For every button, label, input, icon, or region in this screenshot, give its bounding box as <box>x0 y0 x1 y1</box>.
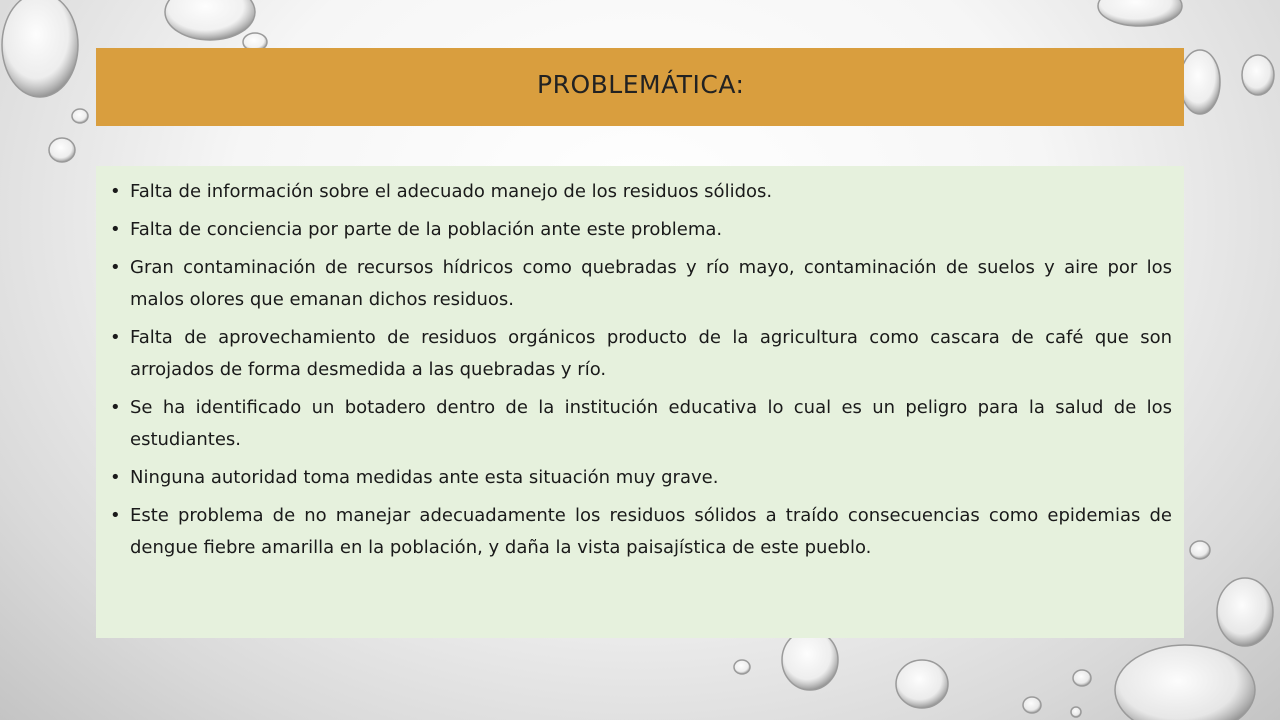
bullet-dot-icon: • <box>110 181 121 202</box>
bullet-text: Este problema de no manejar adecuadamente los residuos sólidos a traído consecuencias como epidemias de dengue fiebre amarilla en la población, y daña la vista paisajística de este pueblo. <box>130 505 1172 558</box>
droplet <box>782 630 838 690</box>
bullet-text: Se ha identificado un botadero dentro de la institución educativa lo cual es un peligro para la salud de los estudiantes. <box>130 397 1172 450</box>
bullet-item <box>108 500 1172 564</box>
droplet <box>165 0 255 40</box>
bullet-item <box>108 176 1172 208</box>
bullet-dot-icon: • <box>110 219 121 240</box>
bullet-text: Ninguna autoridad toma medidas ante esta situación muy grave. <box>130 467 719 488</box>
droplet <box>1115 645 1255 720</box>
droplet <box>1071 707 1081 717</box>
bullet-dot-icon: • <box>110 505 121 526</box>
droplet <box>1242 55 1274 95</box>
slide-title: PROBLEMÁTICA: <box>537 70 745 99</box>
droplet <box>896 660 948 708</box>
droplet <box>1098 0 1182 26</box>
droplet <box>734 660 750 674</box>
droplet <box>1023 697 1041 713</box>
bullet-item <box>108 252 1172 316</box>
droplet <box>1180 50 1220 114</box>
bullet-text: Falta de aprovechamiento de residuos orgánicos producto de la agricultura como cascara de café que son arrojados de forma desmedida a las quebradas y río. <box>130 327 1172 380</box>
droplet <box>1190 541 1210 559</box>
bullet-dot-icon: • <box>110 327 121 348</box>
title-bar <box>96 48 1184 126</box>
bullet-item <box>108 322 1172 386</box>
droplet <box>49 138 75 162</box>
bullet-text: Falta de información sobre el adecuado manejo de los residuos sólidos. <box>130 181 773 202</box>
bullet-text: Gran contaminación de recursos hídricos como quebradas y río mayo, contaminación de suelos y aire por los malos olores que emanan dichos residuos. <box>130 257 1172 310</box>
droplet <box>1217 578 1273 646</box>
content-box <box>96 166 1184 638</box>
bullet-item <box>108 214 1172 246</box>
droplet <box>72 109 88 123</box>
bullet-item <box>108 462 1172 494</box>
droplet <box>2 0 78 97</box>
bullet-dot-icon: • <box>110 397 121 418</box>
droplet <box>1073 670 1091 686</box>
bullet-dot-icon: • <box>110 467 121 488</box>
bullet-item <box>108 392 1172 456</box>
bullet-dot-icon: • <box>110 257 121 278</box>
bullet-text: Falta de conciencia por parte de la población ante este problema. <box>130 219 723 240</box>
bullet-list <box>108 176 1172 564</box>
